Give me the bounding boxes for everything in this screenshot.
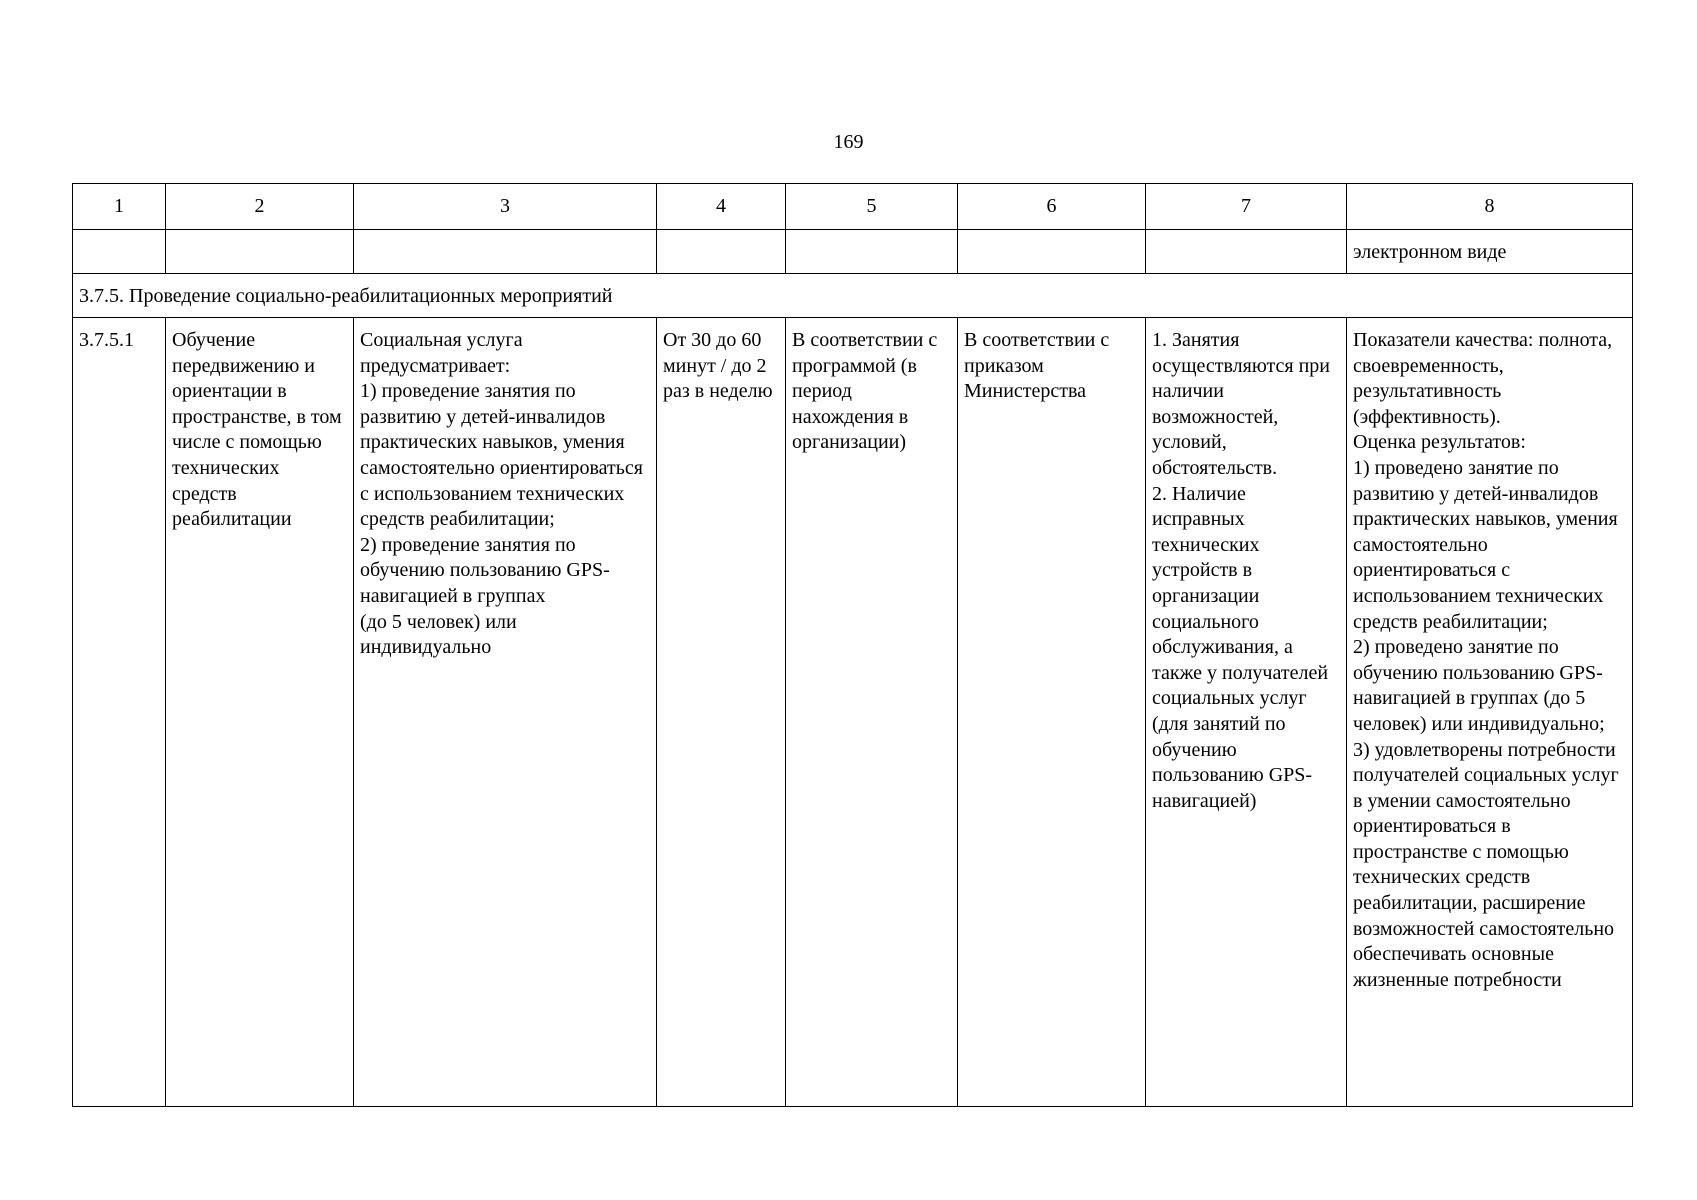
table-cell	[1146, 230, 1347, 274]
service-tariff: В соответствии с приказом Министерства	[958, 318, 1146, 1107]
table-cell	[166, 230, 354, 274]
column-header: 8	[1347, 184, 1633, 230]
service-name: Обучение передвижению и ориентации в пространстве, в том числе с помощью технических средств реабилитации	[166, 318, 354, 1107]
table-cell	[657, 230, 786, 274]
column-header: 6	[958, 184, 1146, 230]
column-header: 1	[73, 184, 166, 230]
continuation-row	[73, 230, 1633, 274]
service-conditions: 1. Занятия осуществляются при наличии возможностей, условий, обстоятельств. 2. Наличие исправных технических устройств в организации социального обслуживания, а также у получателей социальных услуг (для занятий по обучению пользованию GPS-навигацией)	[1146, 318, 1347, 1107]
table-cell	[73, 230, 166, 274]
table-row	[73, 318, 1633, 1107]
section-title: 3.7.5. Проведение социально-реабилитационных мероприятий	[73, 274, 1633, 318]
table-cell: электронном виде	[1347, 230, 1633, 274]
table-cell	[354, 230, 657, 274]
column-header: 3	[354, 184, 657, 230]
service-duration: От 30 до 60 минут / до 2 раз в неделю	[657, 318, 786, 1107]
service-schedule: В соответствии с программой (в период нахождения в организации)	[786, 318, 958, 1107]
table-cell	[958, 230, 1146, 274]
column-header: 5	[786, 184, 958, 230]
services-table	[72, 183, 1633, 1107]
quality-indicators: Показатели качества: полнота, своевременность, результативность (эффективность). Оценка результатов: 1) проведено занятие по развитию у детей-инвалидов практических навыков, умения самостоятельно ориентироваться с использованием технических средств реабилитации; 2) проведено занятие по обучению пользованию GPS-навигацией в группах (до 5 человек) или индивидуально; 3) удовлетворены потребности получателей социальных услуг в умении самостоятельно ориентироваться в пространстве с помощью технических средств реабилитации, расширение возможностей самостоятельно обеспечивать основные жизненные потребности	[1347, 318, 1633, 1107]
service-description: Социальная услуга предусматривает: 1) проведение занятия по развитию у детей-инвалидов практических навыков, умения самостоятельно ориентироваться с использованием технических средств реабилитации; 2) проведение занятия по обучению пользованию GPS-навигацией в группах (до 5 человек) или индивидуально	[354, 318, 657, 1107]
column-header: 7	[1146, 184, 1347, 230]
column-header: 2	[166, 184, 354, 230]
service-code: 3.7.5.1	[73, 318, 166, 1107]
table-cell	[786, 230, 958, 274]
table-header-row	[73, 184, 1633, 230]
column-header: 4	[657, 184, 786, 230]
page-number: 169	[833, 131, 864, 153]
section-row	[73, 274, 1633, 318]
